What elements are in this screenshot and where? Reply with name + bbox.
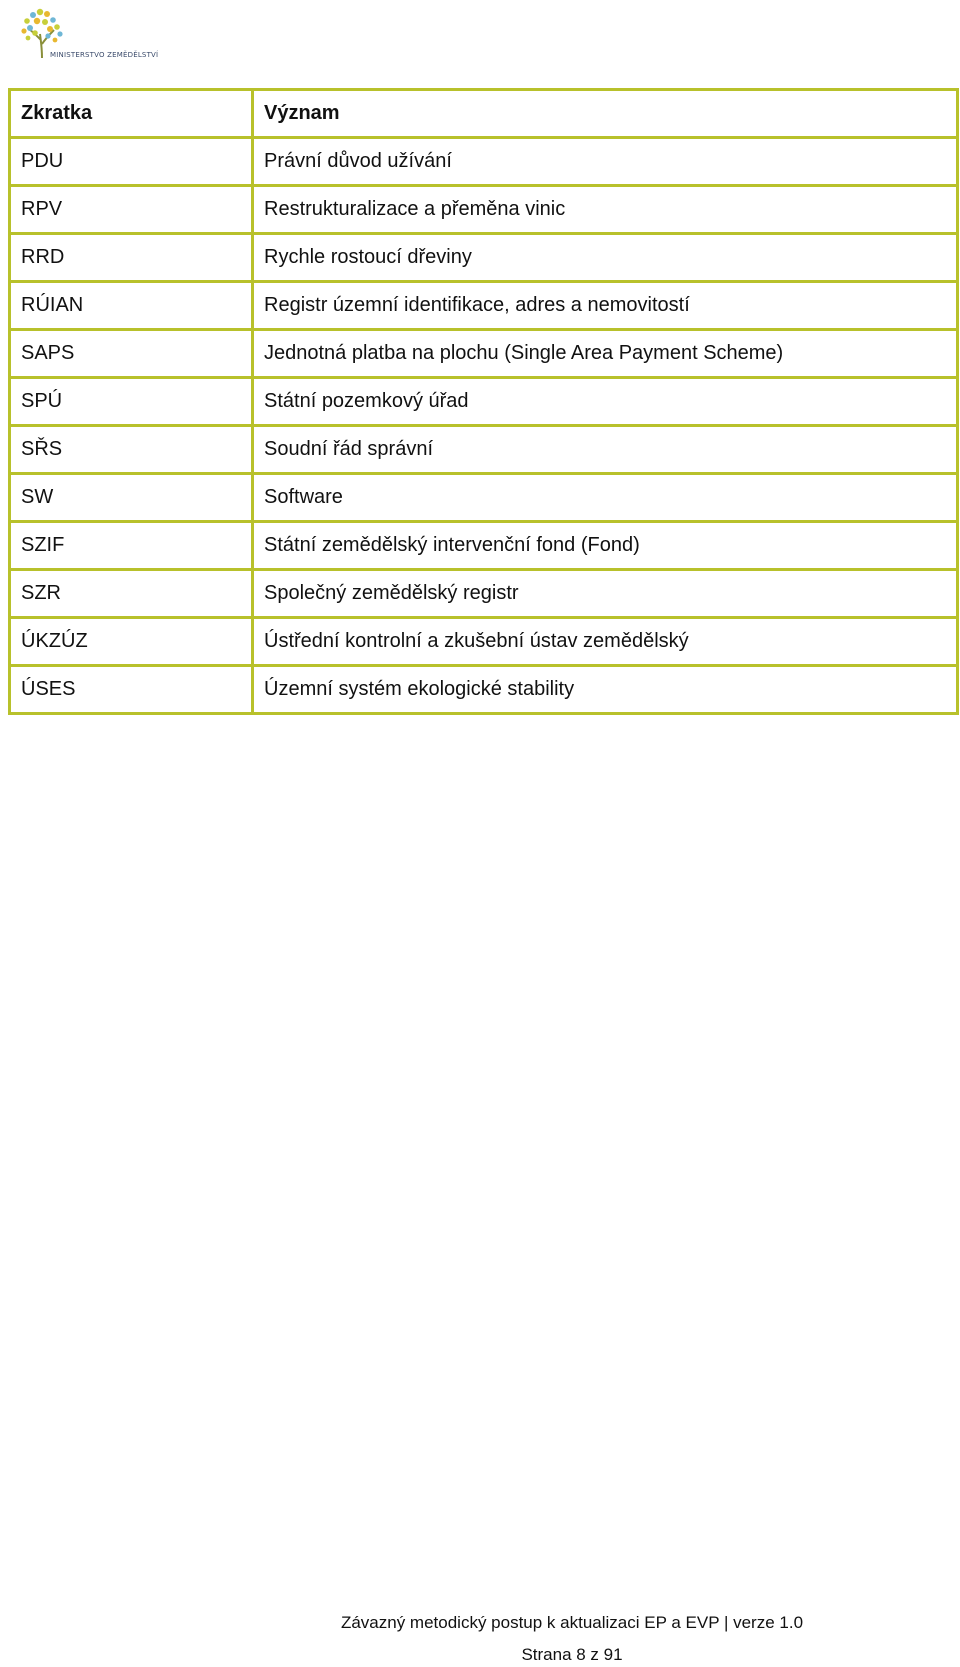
meaning-cell: Ústřední kontrolní a zkušební ústav zemědělský: [253, 618, 958, 666]
meaning-cell: Soudní řád správní: [253, 426, 958, 474]
table-row: [10, 330, 958, 378]
table-row: [10, 138, 958, 186]
table-row: [10, 522, 958, 570]
abbreviation-cell: RPV: [10, 186, 253, 234]
meaning-cell: Registr územní identifikace, adres a nemovitostí: [253, 282, 958, 330]
abbreviation-cell: SAPS: [10, 330, 253, 378]
abbreviation-cell: SZIF: [10, 522, 253, 570]
table-row: [10, 282, 958, 330]
meaning-cell: Jednotná platba na plochu (Single Area Payment Scheme): [253, 330, 958, 378]
meaning-cell: Společný zemědělský registr: [253, 570, 958, 618]
page-number-text: Strana 8 z 91: [521, 1645, 623, 1664]
abbreviation-cell: PDU: [10, 138, 253, 186]
footer-document-title: [0, 1613, 960, 1633]
abbreviation-cell: SW: [10, 474, 253, 522]
footer-page-number: [0, 1645, 960, 1665]
abbreviation-cell: RRD: [10, 234, 253, 282]
table-row: [10, 618, 958, 666]
table-row: [10, 666, 958, 714]
abbreviations-table: [8, 88, 959, 715]
column-header-abbreviation: Zkratka: [10, 90, 253, 138]
meaning-cell: Právní důvod užívání: [253, 138, 958, 186]
abbreviation-cell: SZR: [10, 570, 253, 618]
meaning-cell: Státní zemědělský intervenční fond (Fond): [253, 522, 958, 570]
abbreviation-cell: ÚKZÚZ: [10, 618, 253, 666]
table-row: [10, 186, 958, 234]
meaning-cell: Rychle rostoucí dřeviny: [253, 234, 958, 282]
meaning-cell: Software: [253, 474, 958, 522]
table-header-row: [10, 90, 958, 138]
footer-title-text: Závazný metodický postup k aktualizaci EP a EVP | verze 1.0: [340, 1613, 804, 1632]
table-row: [10, 570, 958, 618]
table-row: [10, 378, 958, 426]
column-header-meaning: Význam: [253, 90, 958, 138]
abbreviation-cell: ÚSES: [10, 666, 253, 714]
table-row: [10, 426, 958, 474]
table-row: [10, 234, 958, 282]
abbreviation-cell: SPÚ: [10, 378, 253, 426]
meaning-cell: Územní systém ekologické stability: [253, 666, 958, 714]
abbreviation-cell: RÚIAN: [10, 282, 253, 330]
logo-text: MINISTERSTVO ZEMĚDĚLSTVÍ: [50, 51, 159, 59]
abbreviation-cell: SŘS: [10, 426, 253, 474]
table-row: [10, 474, 958, 522]
ministry-logo: [20, 4, 170, 66]
meaning-cell: Státní pozemkový úřad: [253, 378, 958, 426]
meaning-cell: Restrukturalizace a přeměna vinic: [253, 186, 958, 234]
